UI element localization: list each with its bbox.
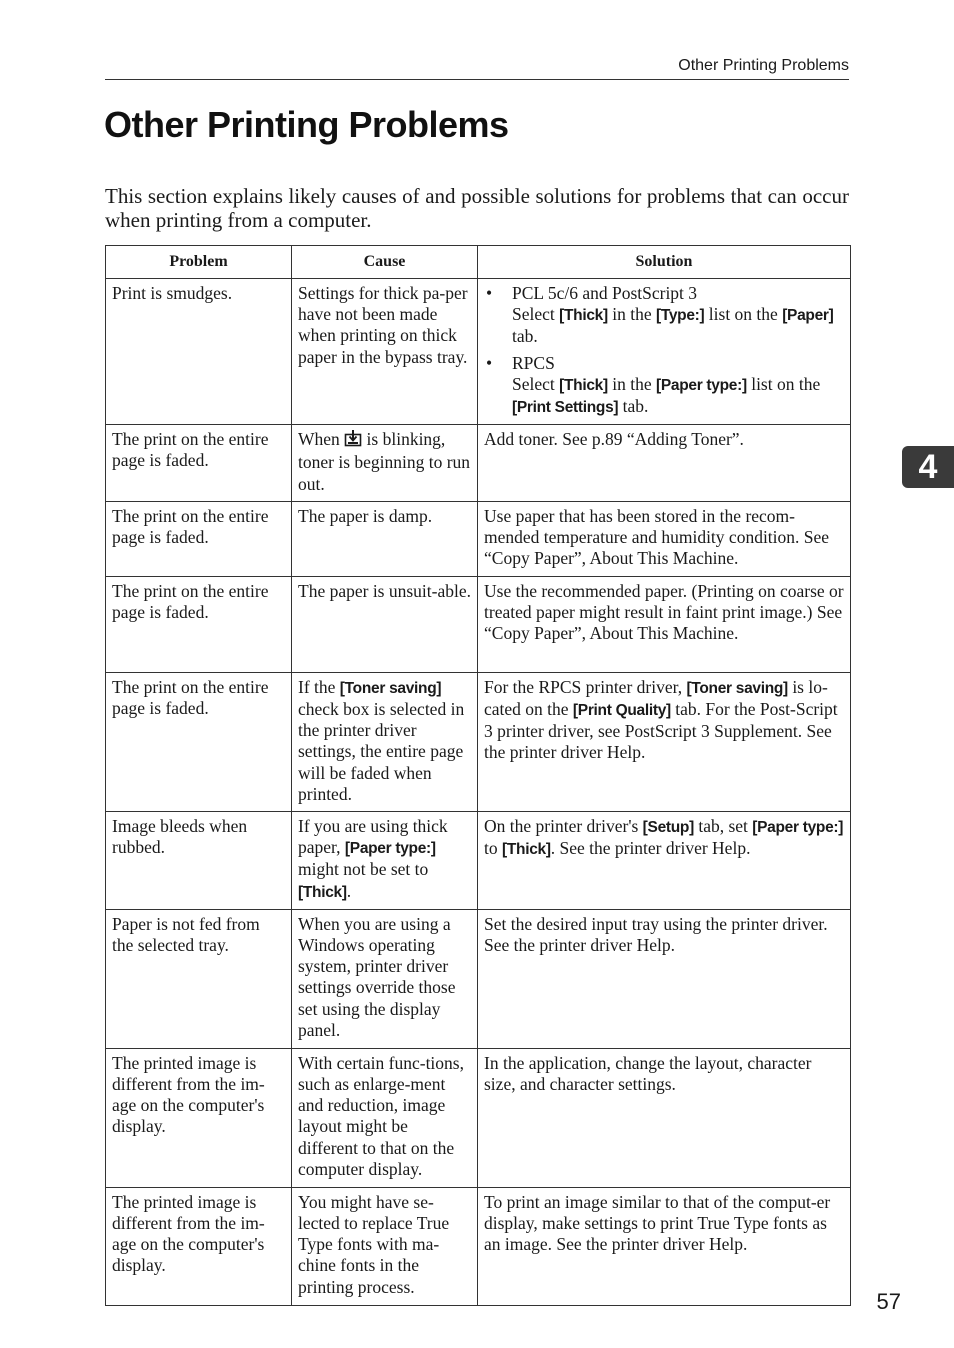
bullet-title: RPCS xyxy=(512,352,555,373)
problem-cell: The printed image is different from the im-age on the computer's display. xyxy=(106,1187,292,1305)
table-row xyxy=(106,576,851,672)
text-run: check box is selected in the printer driver settings, the entire page will be faded when printed. xyxy=(298,699,465,804)
solution-cell: Use paper that has been stored in the recom-mended temperature and humidity condition. See “Copy Paper”, About This Machine. xyxy=(478,501,851,576)
table-row xyxy=(106,501,851,576)
text-run: might not be set to xyxy=(298,859,429,880)
ui-term: [Print Settings] xyxy=(512,399,619,417)
text-run: tab, set xyxy=(693,816,753,837)
text-run: in the xyxy=(607,373,656,394)
problem-cell: Paper is not fed from the selected tray. xyxy=(106,909,292,1048)
bullet-instruction xyxy=(512,374,844,418)
solution-cell xyxy=(478,812,851,910)
cause-cell: The paper is unsuit-able. xyxy=(292,576,478,672)
chapter-tab: 4 xyxy=(902,446,954,488)
problem-cell: The printed image is different from the im-age on the computer's display. xyxy=(106,1048,292,1187)
ui-term: [Type:] xyxy=(655,307,705,325)
cause-cell: The paper is damp. xyxy=(292,501,478,576)
table-row xyxy=(106,812,851,910)
solution-cell xyxy=(478,672,851,811)
solution-cell: In the application, change the layout, character size, and character settings. xyxy=(478,1048,851,1187)
column-header-cause: Cause xyxy=(292,246,478,279)
running-header: Other Printing Problems xyxy=(678,57,849,74)
column-header-problem: Problem xyxy=(106,246,292,279)
table-row xyxy=(106,672,851,811)
bullet-instruction xyxy=(512,304,844,347)
problem-cell: Image bleeds when rubbed. xyxy=(106,812,292,910)
ui-term: [Paper type:] xyxy=(344,840,436,858)
column-header-solution: Solution xyxy=(478,246,851,279)
ui-term: [Paper] xyxy=(782,307,834,325)
ui-term: [Paper type:] xyxy=(752,819,844,837)
cause-cell: You might have se-lected to replace True Type fonts with ma-chine fonts in the printing process. xyxy=(292,1187,478,1305)
text-run: tab. xyxy=(618,396,649,417)
cause-cell: With certain func-tions, such as enlarge-ment and reduction, image layout might be different to that on the computer display. xyxy=(292,1048,478,1187)
bullet-marker: • xyxy=(486,283,493,303)
table-row xyxy=(106,909,851,1048)
page-title: Other Printing Problems xyxy=(104,104,509,145)
problem-cell: The print on the entire page is faded. xyxy=(106,425,292,502)
ui-term: [Toner saving] xyxy=(686,679,788,697)
problem-cell: The print on the entire page is faded. xyxy=(106,576,292,672)
table-row xyxy=(106,425,851,502)
cause-cell xyxy=(292,812,478,910)
solution-cell xyxy=(478,279,851,425)
ui-term: [Thick] xyxy=(559,376,608,394)
table-header-row xyxy=(106,246,851,279)
text-run: For the RPCS printer driver, xyxy=(484,676,687,697)
solution-bullet xyxy=(484,353,844,419)
text-run: tab. For the Post-Script 3 printer driver, see PostScript 3 Supplement. See the printer driver Help. xyxy=(484,699,838,763)
header-rule xyxy=(105,79,849,80)
text-run: . See the printer driver Help. xyxy=(550,838,751,859)
table-row xyxy=(106,1187,851,1305)
text-run: list on the xyxy=(704,304,783,325)
text-run: tab. xyxy=(512,326,538,347)
cause-cell: Settings for thick pa-per have not been made when printing on thick paper in the bypass tray. xyxy=(292,279,478,425)
text-run: When xyxy=(298,429,345,450)
problem-cell: The print on the entire page is faded. xyxy=(106,672,292,811)
bullet-marker: • xyxy=(486,352,493,373)
text-run: to xyxy=(484,838,502,859)
cause-cell xyxy=(292,672,478,811)
text-run: If you are using thick paper, xyxy=(298,816,448,858)
text-run: list on the xyxy=(746,373,821,394)
solution-cell: To print an image similar to that of the comput-er display, make settings to print True Type fonts as an image. See the printer driver Help. xyxy=(478,1187,851,1305)
table-row xyxy=(106,279,851,425)
text-run: Select xyxy=(512,304,560,325)
solution-cell: Use the recommended paper. (Printing on coarse or treated paper might result in faint print image.) See “Copy Paper”, About This Machine. xyxy=(478,576,851,672)
page-number: 57 xyxy=(876,1289,901,1314)
ui-term: [Thick] xyxy=(502,841,551,859)
ui-term: [Toner saving] xyxy=(339,679,442,697)
table-row xyxy=(106,1048,851,1187)
bullet-title: PCL 5c/6 and PostScript 3 xyxy=(512,283,698,303)
ui-term: [Print Quality] xyxy=(572,702,671,720)
ui-term: [Thick] xyxy=(559,307,608,325)
ui-term: [Thick] xyxy=(298,883,347,901)
ui-term: [Setup] xyxy=(642,819,694,837)
troubleshooting-table xyxy=(105,245,851,1306)
text-run: is blinking, toner is beginning to run out. xyxy=(298,429,471,494)
bullet-text xyxy=(512,353,844,419)
bullet-text xyxy=(512,283,844,348)
text-run: If the xyxy=(298,676,340,697)
cause-cell xyxy=(292,425,478,502)
intro-paragraph: This section explains likely causes of and possible solutions for problems that can occur when printing from a computer. xyxy=(105,184,849,232)
solution-cell: Set the desired input tray using the printer driver. See the printer driver Help. xyxy=(478,909,851,1048)
text-run: . xyxy=(346,880,352,901)
text-run: in the xyxy=(607,304,656,325)
text-run: On the printer driver's xyxy=(484,816,643,837)
text-run: is lo-cated on the xyxy=(484,676,828,720)
problem-cell: Print is smudges. xyxy=(106,279,292,425)
solution-bullet xyxy=(484,283,844,348)
text-run: Select xyxy=(512,373,560,394)
problem-cell: The print on the entire page is faded. xyxy=(106,501,292,576)
ui-term: [Paper type:] xyxy=(655,376,747,394)
toner-icon xyxy=(344,429,362,452)
solution-cell: Add toner. See p.89 “Adding Toner”. xyxy=(478,425,851,502)
cause-cell: When you are using a Windows operating system, printer driver settings override those set using the display panel. xyxy=(292,909,478,1048)
